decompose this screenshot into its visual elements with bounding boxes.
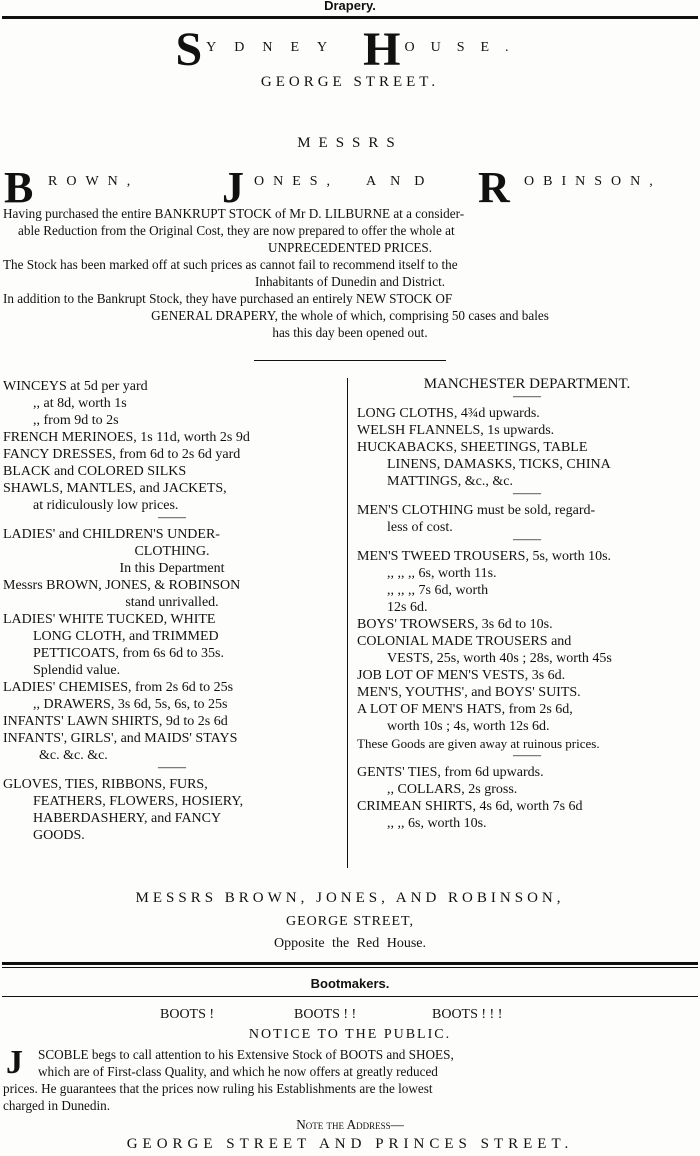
list-item: WELSH FLANNELS, 1s upwards. (357, 423, 555, 438)
boots-banner (0, 1007, 700, 1025)
list-item: ,, from 9d to 2s (33, 413, 119, 428)
intro-line: The Stock has been marked off at such prices as cannot fail to recommend itself to the (3, 257, 458, 272)
list-item: LINENS, DAMASKS, TICKS, CHINA (387, 457, 611, 472)
dash-divider: —— (513, 389, 541, 404)
intro-line: In addition to the Bankrupt Stock, they have purchased an entirely NEW STOCK OF (3, 291, 453, 306)
list-item: ,, ,, ,, 7s 6d, worth (387, 583, 489, 598)
list-item: BOYS' TROWSERS, 3s 6d to 10s. (357, 617, 553, 632)
intro-line: GENERAL DRAPERY, the whole of which, comprising 50 cases and bales (151, 308, 549, 323)
boots-banner-item: BOOTS ! ! (294, 1007, 357, 1022)
divider (2, 16, 698, 19)
list-item: ,, at 8d, worth 1s (33, 396, 127, 411)
footer-firm: MESSRS BROWN, JONES, AND ROBINSON, (135, 890, 565, 906)
list-item: A LOT OF MEN'S HATS, from 2s 6d, (357, 702, 573, 717)
list-item: WINCEYS at 5d per yard (3, 379, 148, 394)
list-item: ,, COLLARS, 2s gross. (387, 782, 518, 797)
list-item: MEN'S, YOUTHS', and BOYS' SUITS. (357, 685, 581, 700)
list-item: CRIMEAN SHIRTS, 4s 6d, worth 7s 6d (357, 799, 583, 814)
list-item: BLACK and COLORED SILKS (3, 464, 187, 479)
house-name-rest-1: YDNEY (206, 40, 346, 55)
paragraph-line: charged in Dunedin. (3, 1098, 111, 1113)
list-item: 12s 6d. (387, 600, 428, 615)
list-item: worth 10s ; 4s, worth 12s 6d. (387, 719, 550, 734)
dash-divider: —— (513, 486, 541, 501)
list-item: FRENCH MERINOES, 1s 11d, worth 2s 9d (3, 430, 250, 445)
short-divider (254, 360, 446, 361)
list-item: These Goods are given away at ruinous prices. (357, 736, 600, 751)
list-item: Messrs BROWN, JONES, & ROBINSON (3, 578, 241, 593)
dash-divider: —— (513, 748, 541, 763)
list-item: MEN'S CLOTHING must be sold, regard- (357, 503, 596, 518)
intro-line: has this day been opened out. (272, 325, 428, 340)
dash-divider: —— (158, 760, 186, 775)
intro-paragraph (0, 205, 700, 341)
boots-banner-item: BOOTS ! (160, 1007, 215, 1022)
list-item: MATTINGS, &c., &c. (387, 474, 513, 489)
list-item: PETTICOATS, from 6s 6d to 35s. (33, 646, 224, 661)
house-initial-h: H (363, 23, 401, 76)
paragraph-line: prices. He guarantees that the prices now ruling his Establishments are the lowest (3, 1081, 433, 1096)
list-item: LADIES' WHITE TUCKED, WHITE (3, 612, 216, 627)
list-item: less of cost. (387, 520, 453, 535)
paragraph-line: SCOBLE begs to call attention to his Extensive Stock of BOOTS and SHOES, (38, 1047, 454, 1062)
list-item: LADIES' CHEMISES, from 2s 6d to 25s (3, 680, 234, 695)
list-item: HUCKABACKS, SHEETINGS, TABLE (357, 440, 588, 455)
house-name (0, 22, 700, 76)
firm-rest-robinson: OBINSON, (524, 174, 662, 189)
divider (2, 996, 698, 997)
list-item: LONG CLOTH, and TRIMMED (33, 629, 219, 644)
list-item: GOODS. (33, 828, 85, 843)
intro-line: Having purchased the entire BANKRUPT STOCK of Mr D. LILBURNE at a consider- (3, 206, 465, 221)
bootmaker-paragraph (0, 1046, 700, 1114)
drop-cap-initial: J (6, 1044, 23, 1081)
firm-rest-brown: ROWN, (48, 174, 140, 189)
firm-and: AND (366, 174, 439, 189)
list-item: VESTS, 25s, worth 40s ; 28s, worth 45s (387, 651, 612, 666)
boots-banner-item: BOOTS ! ! ! (432, 1007, 503, 1022)
firm-name (0, 162, 700, 212)
house-name-rest-2: OUSE. (404, 40, 525, 55)
dash-divider: —— (158, 510, 186, 525)
list-item: ,, ,, 6s, worth 10s. (387, 816, 487, 831)
footer-opposite: Opposite the Red House. (274, 936, 426, 951)
messrs-heading: MESSRS (297, 135, 403, 151)
list-item: FEATHERS, FLOWERS, HOSIERY, (33, 794, 244, 809)
list-item: COLONIAL MADE TROUSERS and (357, 634, 572, 649)
shop-address: GEORGE STREET AND PRINCES STREET. (126, 1136, 574, 1152)
list-item: In this Department (119, 561, 225, 576)
list-item: CLOTHING. (134, 544, 210, 559)
intro-line: able Reduction from the Original Cost, they are now prepared to offer the whole at (18, 223, 455, 238)
list-item: INFANTS', GIRLS', and MAIDS' STAYS (3, 731, 238, 746)
column-divider (347, 378, 348, 868)
intro-line: UNPRECEDENTED PRICES. (267, 240, 433, 255)
list-item: LADIES' and CHILDREN'S UNDER- (3, 527, 220, 542)
notice-heading: NOTICE TO THE PUBLIC. (248, 1027, 452, 1042)
firm-rest-jones: ONES, (254, 174, 340, 189)
firm-initial-b: B (4, 163, 34, 212)
firm-initial-j: J (222, 163, 244, 212)
list-item: FANCY DRESSES, from 6d to 2s 6d yard (3, 447, 241, 462)
list-item: GENTS' TIES, from 6d upwards. (357, 765, 544, 780)
section-divider (2, 962, 698, 965)
list-item: SHAWLS, MANTLES, and JACKETS, (3, 481, 227, 496)
list-item: MEN'S TWEED TROUSERS, 5s, worth 10s. (357, 549, 612, 564)
firm-initial-r: R (478, 163, 510, 212)
section-heading-drapery: Drapery. (324, 0, 376, 13)
list-item: LONG CLOTHS, 4¾d upwards. (357, 406, 540, 421)
note-address-label: Note the Address— (296, 1117, 404, 1132)
list-item: HABERDASHERY, and FANCY (33, 811, 222, 826)
list-item: Splendid value. (33, 663, 121, 678)
list-heading: MANCHESTER DEPARTMENT. (423, 376, 631, 392)
house-initial-s: S (175, 23, 203, 76)
intro-line: Inhabitants of Dunedin and District. (254, 274, 446, 289)
right-column (357, 376, 697, 832)
footer-street: GEORGE STREET, (285, 914, 415, 929)
list-item: stand unrivalled. (125, 595, 219, 610)
list-item: at ridiculously low prices. (33, 498, 179, 513)
left-column (3, 378, 341, 844)
list-item: &c. &c. &c. (39, 748, 108, 763)
list-item: GLOVES, TIES, RIBBONS, FURS, (3, 777, 208, 792)
list-item: JOB LOT OF MEN'S VESTS, 3s 6d. (357, 668, 566, 683)
paragraph-line: which are of First-class Quality, and which he now offers at greatly reduced (38, 1064, 438, 1079)
list-item: ,, ,, ,, 6s, worth 11s. (387, 566, 497, 581)
section-divider (2, 967, 698, 968)
list-item: ,, DRAWERS, 3s 6d, 5s, 6s, to 25s (33, 697, 228, 712)
section-heading-bootmakers: Bootmakers. (310, 976, 390, 991)
dash-divider: —— (513, 532, 541, 547)
list-item: INFANTS' LAWN SHIRTS, 9d to 2s 6d (3, 714, 228, 729)
street-heading: GEORGE STREET. (260, 74, 440, 90)
